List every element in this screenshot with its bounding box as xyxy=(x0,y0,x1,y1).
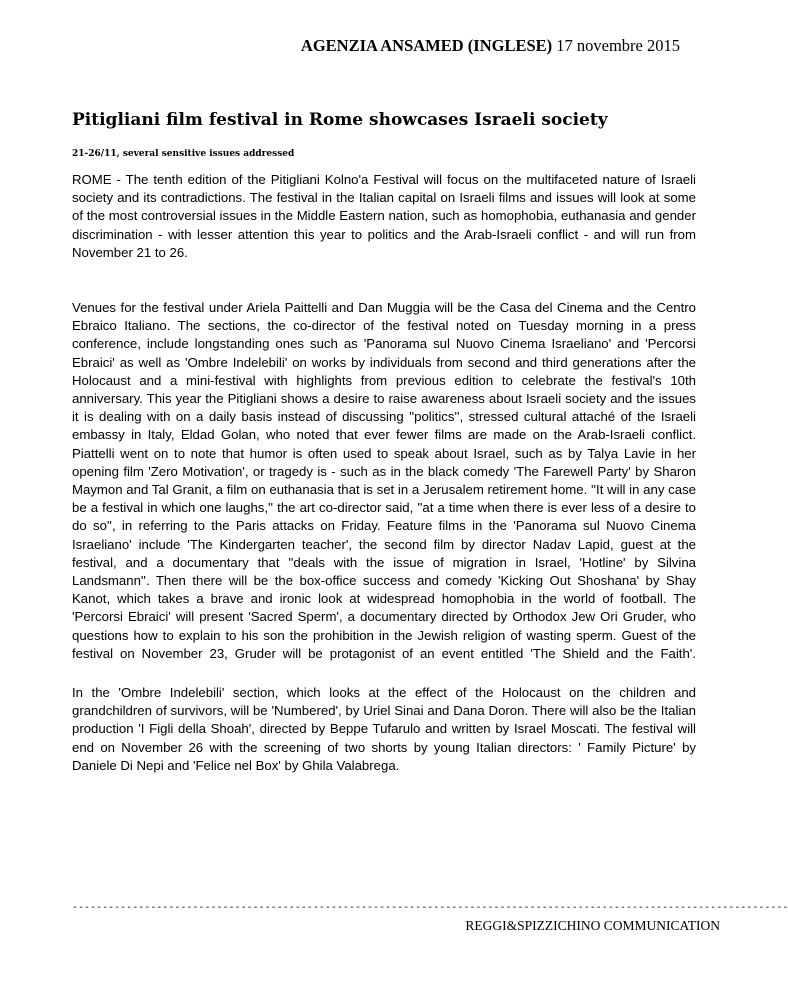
article-paragraph-1: ROME - The tenth edition of the Pitigliani Kolno'a Festival will focus on the multifaceted nature of Israeli society and its contradictions. The festival in the Italian capital on Israeli films and issues will look at some of the most controversial issues in the Middle Eastern nation, such as homophobia, euthanasia and gender discrimination - with lesser attention this year to politics and the Arab-Israeli conflict - and will run from November 21 to 26. xyxy=(72,172,696,260)
footer-company: REGGI&SPIZZICHINO COMMUNICATION xyxy=(465,918,720,933)
article-subtitle: 21-26/11, several sensitive issues addressed xyxy=(72,149,295,159)
header-date: 17 novembre 2015 xyxy=(556,36,680,55)
article-paragraph-3: In the 'Ombre Indelebili' section, which looks at the effect of the Holocaust on the children and grandchildren of survivors, will be 'Numbered', by Uriel Sinai and Dana Doron. There will also be the Italian production 'I Figli della Shoah', directed by Beppe Tufarulo and written by Israel Moscati. The festival will end on November 26 with the screening of two shorts by young Italian directors: ' Family Picture' by Daniele Di Nepi and 'Felice nel Box' by Ghila Valabrega. xyxy=(72,685,696,773)
footer-divider: ----------------------------------------------------------------------------------------------------------------------- xyxy=(72,902,788,913)
article-paragraph-2: Venues for the festival under Ariela Paittelli and Dan Muggia will be the Casa del Cinema and the Centro Ebraico Italiano. The sections, the co-director of the festival noted on Tuesday morning in a press conference, include longstanding ones such as 'Panorama sul Nuovo Cinema Israeliano' and 'Percorsi Ebraici' as well as 'Ombre Indelebili' on works by individuals from second and third generations after the Holocaust and a mini-festival with highlights from previous edition to celebrate the festival's 10th anniversary. This year the Pitigliani shows a desire to raise awareness about Israeli society and the issues it is dealing with on a daily basis instead of discussing ''politics'', stressed cultural attaché of the Israeli embassy in Italy, Eldad Golan, who noted that ever fewer films are made on the Arab-Israeli conflict. Piattelli went on to note that humor is often used to speak about Israel, such as by Talya Lavie in her opening film 'Zero Motivation', or tragedy is - such as in the black comedy 'The Farewell Party' by Sharon Maymon and Tal Granit, a film on euthanasia that is set in a Jerusalem retirement home. ''It will in any case be a festival in which one laughs,'' the art co-director said, ''at a time when there is ever less of a desire to do so'', in referring to the Paris attacks on Friday. Feature films in the 'Panorama sul Nuovo Cinema Israeliano' include 'The Kindergarten teacher', the second film by director Nadav Lapid, guest at the festival, and a documentary that ''deals with the issue of migration in Israel, 'Hotline' by Silvina Landsmann''. Then there will be the box-office success and comedy 'Kicking Out Shoshana' by Shay Kanot, which takes a brave and ironic look at widespread homophobia in the world of football. The 'Percorsi Ebraici' will present 'Sacred Sperm', a documentary directed by Orthodox Jew Ori Gruder, who questions how to explain to his son the prohibition in the Jewish religion of wasting sperm. Guest of the festival on November 23, Gruder will be protagonist of an event entitled 'The Shield and the Faith'. xyxy=(72,300,696,661)
page-header xyxy=(0,36,680,56)
article-title: Pitigliani film festival in Rome showcases Israeli society xyxy=(72,110,608,130)
agency-name: AGENZIA ANSAMED (INGLESE) xyxy=(300,36,553,55)
